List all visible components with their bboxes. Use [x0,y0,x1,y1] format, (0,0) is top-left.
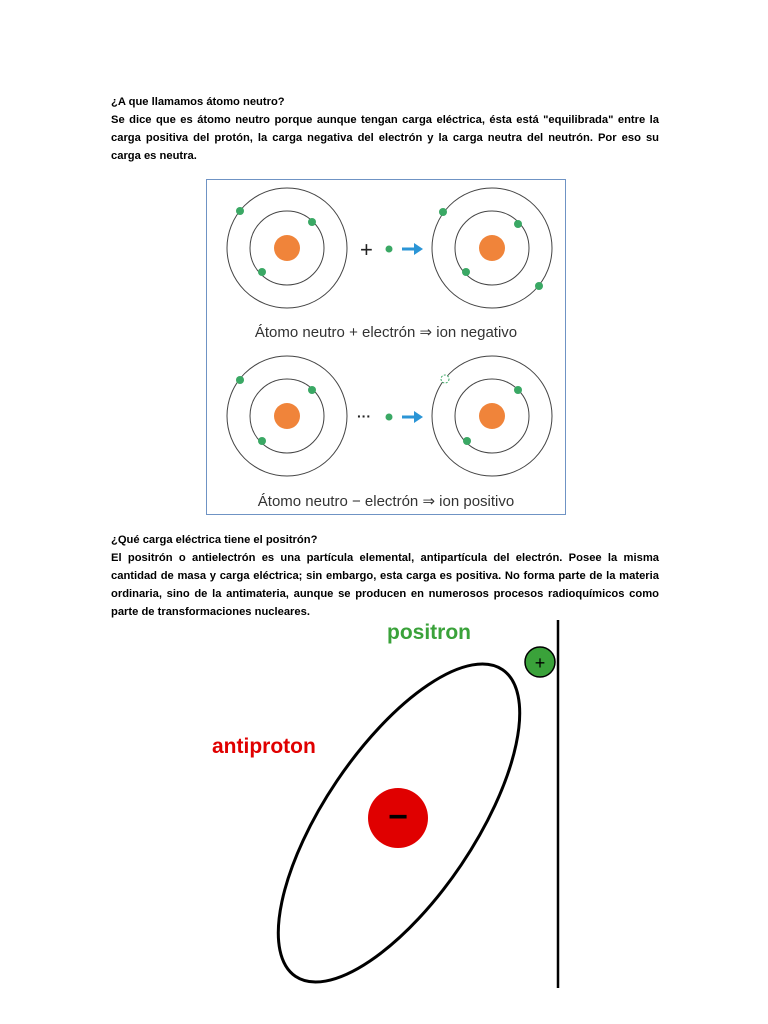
electron [308,386,316,394]
electron [439,208,447,216]
atom-neutral-top [227,188,347,308]
ion-diagram [207,180,565,514]
caption-negative-ion: Átomo neutro + electrón ⇒ ion negativo [254,324,518,341]
nucleus [274,235,300,261]
arrow-icon [402,411,423,423]
section-positron [111,531,659,621]
electron [514,220,522,228]
atom-negative-ion [432,188,552,308]
heading-positron: ¿Qué carga eléctrica tiene el positrón? [111,534,318,546]
electron [258,437,266,445]
antiproton-label: antiproton [212,735,316,758]
electron [236,376,244,384]
paragraph-positron: El positrón o antielectrón es una partícula elemental, antipartícula del electrón. Posee la misma cantidad de masa y carga eléctrica; sin embargo, esta carga es positiva. No forma parte de la materia ordinaria, sino de la antimateria, aunque se producen en numerosos procesos radioquímicos como parte de transformaciones nucleares. [111,552,659,618]
antiproton-sign: − [388,798,408,836]
positron-label: positron [387,621,471,644]
nucleus [479,403,505,429]
electron [236,207,244,215]
atom-neutral-bottom [227,356,347,476]
lost-electron [386,414,393,421]
electron [514,386,522,394]
paragraph-neutral-atom: Se dice que es átomo neutro porque aunque tengan carga eléctrica, ésta está "equilibrada" entre la carga positiva del protón, la carga negativa del electrón y la carga neutra del neutrón. Por eso su carga es neutra. [111,114,659,162]
electron [535,282,543,290]
minus-operator: ··· [357,408,371,424]
positron-sign: + [534,653,546,673]
plus-operator: + [360,237,373,262]
arrow-icon [402,243,423,255]
figure-positron-orbit [212,618,562,988]
section-neutral-atom [111,93,659,165]
nucleus [479,235,505,261]
positron-diagram [212,618,562,988]
free-electron [386,246,393,253]
electron [463,437,471,445]
heading-neutral-atom: ¿A que llamamos átomo neutro? [111,96,285,108]
electron-vacancy [441,375,449,383]
electron [258,268,266,276]
atom-positive-ion [432,356,552,476]
caption-positive-ion: Átomo neutro − electrón ⇒ ion positivo [257,493,515,510]
electron [308,218,316,226]
nucleus [274,403,300,429]
electron [462,268,470,276]
figure-ion-formation [206,179,566,515]
